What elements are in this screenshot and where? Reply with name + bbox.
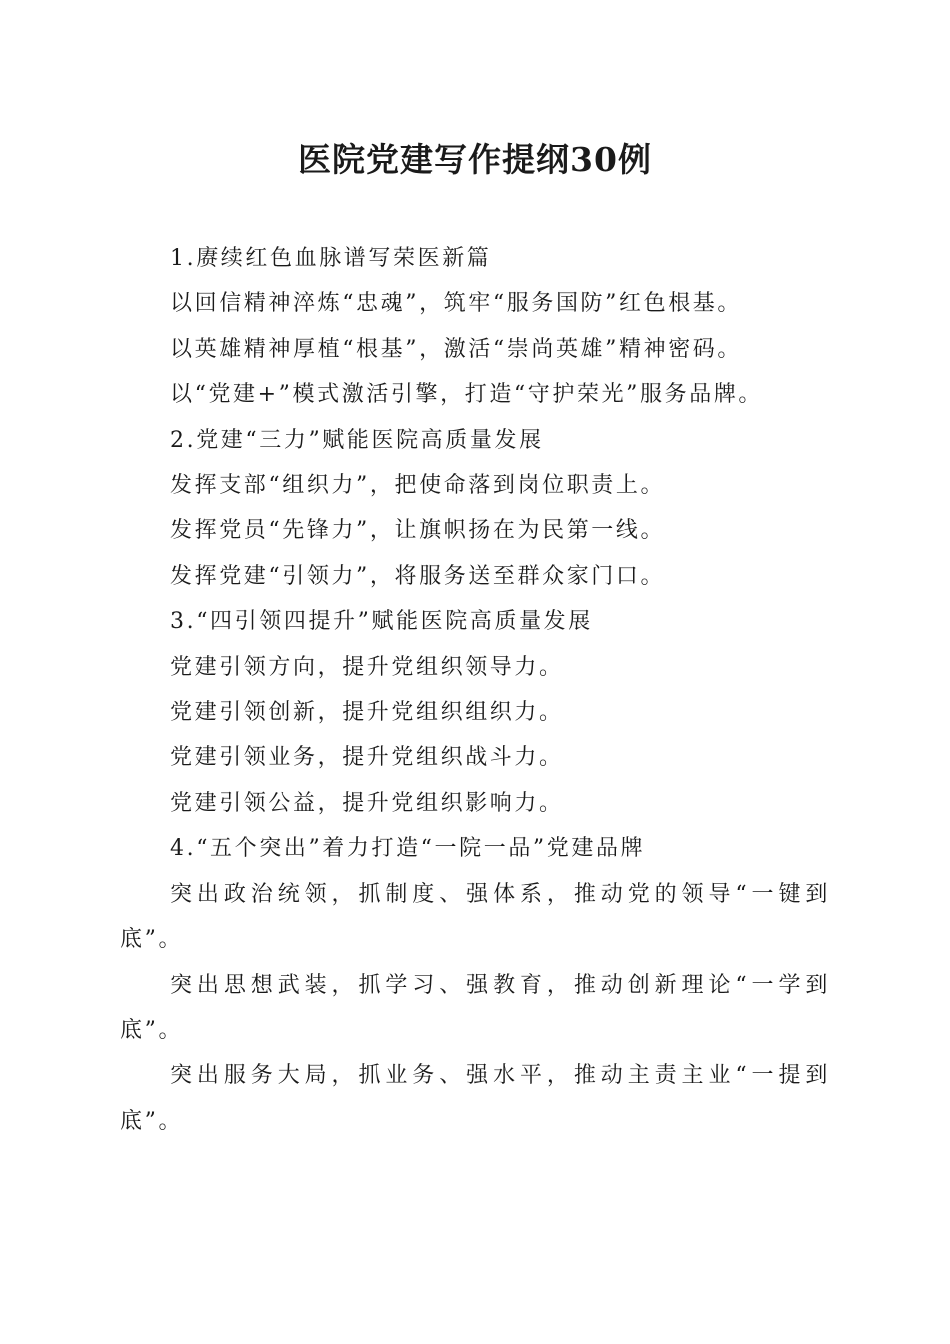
list-item: 党建引领业务，提升党组织战斗力。	[170, 745, 564, 771]
list-item: 突出思想武装，抓学习、强教育，推动创新理论“一学到底”。	[120, 972, 830, 1043]
list-item: 党建引领创新，提升党组织组织力。	[170, 700, 564, 726]
list-item: 党建引领公益，提升党组织影响力。	[170, 790, 564, 816]
list-item: 以“党建+”模式激活引擎，打造“守护荣光”服务品牌。	[170, 382, 764, 408]
list-item: 突出政治统领，抓制度、强体系，推动党的领导“一键到底”。	[120, 881, 830, 953]
section-heading: 3.“四引领四提升”赋能医院高质量发展	[170, 609, 593, 635]
list-item: 以英雄精神厚植“根基”，激活“崇尚英雄”精神密码。	[170, 336, 742, 362]
section-heading: 2.党建“三力”赋能医院高质量发展	[170, 427, 544, 453]
list-item: 以回信精神淬炼“忠魂”，筑牢“服务国防”红色根基。	[170, 291, 742, 317]
document-body	[120, 236, 830, 1144]
section-heading: 1.赓续红色血脉谱写荣医新篇	[170, 246, 492, 271]
list-item: 发挥党建“引领力”，将服务送至群众家门口。	[170, 563, 666, 589]
page-title: 医院党建写作提纲30例	[298, 140, 652, 179]
list-item: 突出服务大局，抓业务、强水平，推动主责主业“一提到底”。	[120, 1063, 830, 1134]
section-heading: 4.“五个突出”着力打造“一院一品”党建品牌	[170, 836, 646, 862]
list-item: 发挥党员“先锋力”，让旗帜扬在为民第一线。	[170, 518, 666, 544]
list-item: 发挥支部“组织力”，把使命落到岗位职责上。	[170, 473, 666, 499]
list-item: 党建引领方向，提升党组织领导力。	[170, 654, 564, 680]
